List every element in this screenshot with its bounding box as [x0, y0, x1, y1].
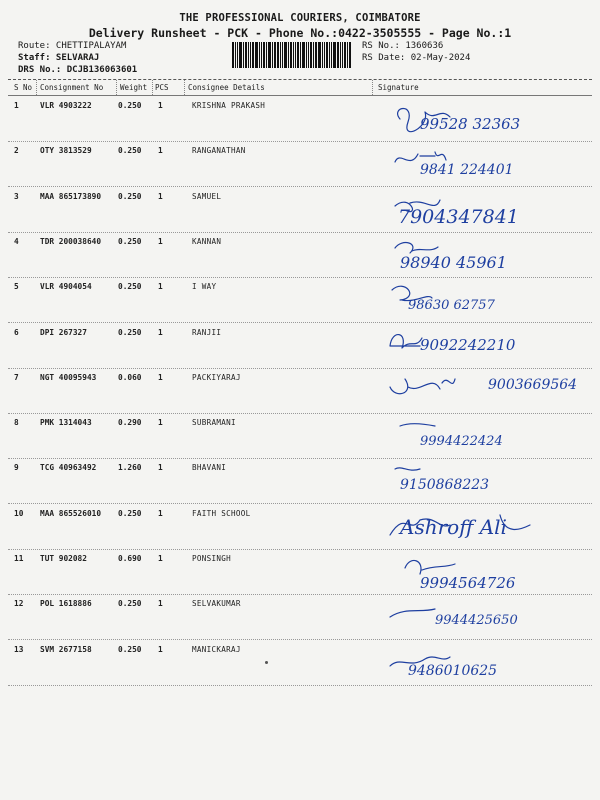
- row-weight: 1.260: [118, 463, 142, 473]
- row-consignee: SUBRAMANI: [192, 418, 236, 428]
- signature-phone-text: 9150868223: [400, 477, 490, 494]
- row-sno: 5: [14, 282, 19, 292]
- row-consignee: PONSINGH: [192, 554, 231, 563]
- signature-scribble: [380, 324, 590, 369]
- row-weight: 0.690: [118, 554, 142, 563]
- row-weight: 0.250: [118, 191, 142, 201]
- signature-scribble: [380, 188, 590, 233]
- row-weight: 0.250: [118, 282, 142, 292]
- divider: [36, 80, 37, 95]
- rs-date: RS Date: 02-May-2024: [362, 53, 471, 63]
- signature-phone-text: 98940 45961: [400, 252, 507, 272]
- row-sno: 4: [14, 236, 19, 246]
- col-sno-header: S No: [14, 83, 33, 92]
- row-sno: 9: [14, 463, 19, 473]
- signature-scribble: [380, 550, 590, 595]
- signature-phone-text: 9003669564: [488, 376, 578, 393]
- row-weight: 0.250: [118, 327, 142, 337]
- signature-phone-text: 98630 62757: [408, 298, 495, 314]
- row-consignee: PACKIYARAJ: [192, 372, 241, 382]
- signature-scribble: [380, 595, 590, 640]
- row-consignee: RANGANATHAN: [192, 146, 246, 156]
- col-consignment-header: Consignment No: [40, 83, 104, 92]
- row-weight: 0.250: [118, 508, 142, 518]
- row-weight: 0.060: [118, 372, 142, 382]
- row-consignment-no: MAA 865526010: [40, 508, 102, 518]
- row-sno: 7: [14, 372, 19, 382]
- divider: [184, 80, 185, 95]
- row-pcs: 1: [158, 146, 163, 156]
- row-pcs: 1: [158, 599, 163, 609]
- signature-scribble: [380, 414, 590, 459]
- table-row: [0, 188, 600, 233]
- row-weight: 0.290: [118, 418, 142, 428]
- row-weight: 0.250: [118, 236, 142, 246]
- row-pcs: 1: [158, 554, 163, 563]
- signature-phone-text: Ashroff Ali: [400, 514, 507, 539]
- signature-phone-text: 9994422424: [420, 434, 503, 450]
- runsheet-subtitle: Delivery Runsheet - PCK - Phone No.:0422-3505555 - Page No.:1: [88, 26, 512, 40]
- row-consignee: FAITH SCHOOL: [192, 508, 251, 518]
- row-sno: 1: [14, 101, 19, 110]
- row-pcs: 1: [158, 463, 163, 473]
- row-pcs: 1: [158, 327, 163, 337]
- row-sno: 6: [14, 327, 19, 337]
- row-consignee: RANJII: [192, 327, 222, 337]
- row-consignment-no: VLR 4903222: [40, 101, 92, 110]
- signature-phone-text: 9944425650: [435, 613, 518, 629]
- row-consignment-no: DPI 267327: [40, 327, 87, 337]
- table-row: [0, 550, 600, 595]
- table-row: [0, 142, 600, 187]
- signature-scribble: [380, 459, 590, 504]
- signature-scribble: [380, 369, 590, 414]
- signature-phone-text: 9486010625: [408, 662, 498, 679]
- col-pcs-header: PCS: [155, 83, 169, 92]
- table-row: [0, 414, 600, 459]
- row-consignee: MANICKARAJ: [192, 644, 241, 654]
- row-sno: 2: [14, 146, 19, 156]
- row-consignment-no: VLR 4904054: [40, 282, 92, 292]
- col-weight-header: Weight: [120, 83, 148, 92]
- table-row: [0, 324, 600, 369]
- row-sno: 8: [14, 418, 19, 428]
- row-sno: 13: [14, 644, 24, 654]
- divider: [372, 80, 373, 95]
- row-consignment-no: TCG 40963492: [40, 463, 97, 473]
- row-pcs: 1: [158, 372, 163, 382]
- staff-label: Staff: SELVARAJ: [18, 53, 100, 63]
- col-signature-header: Signature: [378, 83, 419, 92]
- signature-scribble: [380, 505, 590, 550]
- signature-phone-text: 9841 224401: [420, 162, 514, 179]
- row-sno: 3: [14, 191, 19, 201]
- col-consignee-header: Consignee Details: [188, 83, 265, 92]
- divider: [8, 79, 592, 80]
- signature-scribble: [380, 641, 590, 686]
- row-consignment-no: TUT 902082: [40, 554, 87, 563]
- row-weight: 0.250: [118, 146, 142, 156]
- row-pcs: 1: [158, 644, 163, 654]
- table-row: [0, 641, 600, 686]
- table-row: [0, 369, 600, 414]
- row-consignee: I WAY: [192, 282, 217, 292]
- drs-label: DRS No.: DCJB136063601: [18, 65, 138, 75]
- row-pcs: 1: [158, 101, 163, 110]
- row-consignment-no: OTY 3813529: [40, 146, 92, 156]
- table-row: [0, 505, 600, 550]
- row-consignee: BHAVANI: [192, 463, 227, 473]
- row-weight: 0.250: [118, 101, 142, 110]
- company-title: THE PROFESSIONAL COURIERS, COIMBATORE: [179, 12, 421, 24]
- signature-scribble: [380, 278, 590, 323]
- row-sno: 10: [14, 508, 24, 518]
- divider: [8, 685, 592, 686]
- signature-phone-text: 9092242210: [420, 335, 516, 354]
- row-consignee: SAMUEL: [192, 191, 222, 201]
- row-sno: 11: [14, 554, 24, 563]
- table-row: [0, 97, 600, 142]
- row-pcs: 1: [158, 191, 163, 201]
- table-row: [0, 459, 600, 504]
- signature-phone-text: 7904347841: [398, 205, 519, 228]
- route-label: Route: CHETTIPALAYAM: [18, 41, 127, 51]
- row-consignment-no: NGT 40095943: [40, 372, 97, 382]
- signature-phone-text: 99528 32363: [420, 115, 521, 133]
- table-row: [0, 278, 600, 323]
- table-row: [0, 233, 600, 278]
- rs-number: RS No.: 1360636: [362, 41, 444, 51]
- row-consignee: KRISHNA PRAKASH: [192, 101, 266, 110]
- table-row: [0, 595, 600, 640]
- barcode-image: [232, 42, 356, 68]
- divider: [116, 80, 117, 95]
- row-weight: 0.250: [118, 599, 142, 609]
- row-pcs: 1: [158, 236, 163, 246]
- signature-scribble: [380, 142, 590, 187]
- row-pcs: 1: [158, 508, 163, 518]
- row-pcs: 1: [158, 418, 163, 428]
- signature-phone-text: 9994564726: [420, 574, 516, 592]
- signature-scribble: [380, 97, 590, 142]
- row-sno: 12: [14, 599, 24, 609]
- row-consignment-no: PMK 1314043: [40, 418, 92, 428]
- row-consignee: KANNAN: [192, 236, 222, 246]
- row-consignment-no: TDR 200038640: [40, 236, 102, 246]
- row-consignment-no: POL 1618886: [40, 599, 92, 609]
- row-weight: 0.250: [118, 644, 142, 654]
- row-pcs: 1: [158, 282, 163, 292]
- speck: [265, 661, 268, 664]
- row-consignment-no: SVM 2677158: [40, 644, 92, 654]
- divider: [152, 80, 153, 95]
- row-consignment-no: MAA 865173890: [40, 191, 102, 201]
- divider: [8, 95, 592, 96]
- signature-scribble: [380, 233, 590, 278]
- row-consignee: SELVAKUMAR: [192, 599, 241, 609]
